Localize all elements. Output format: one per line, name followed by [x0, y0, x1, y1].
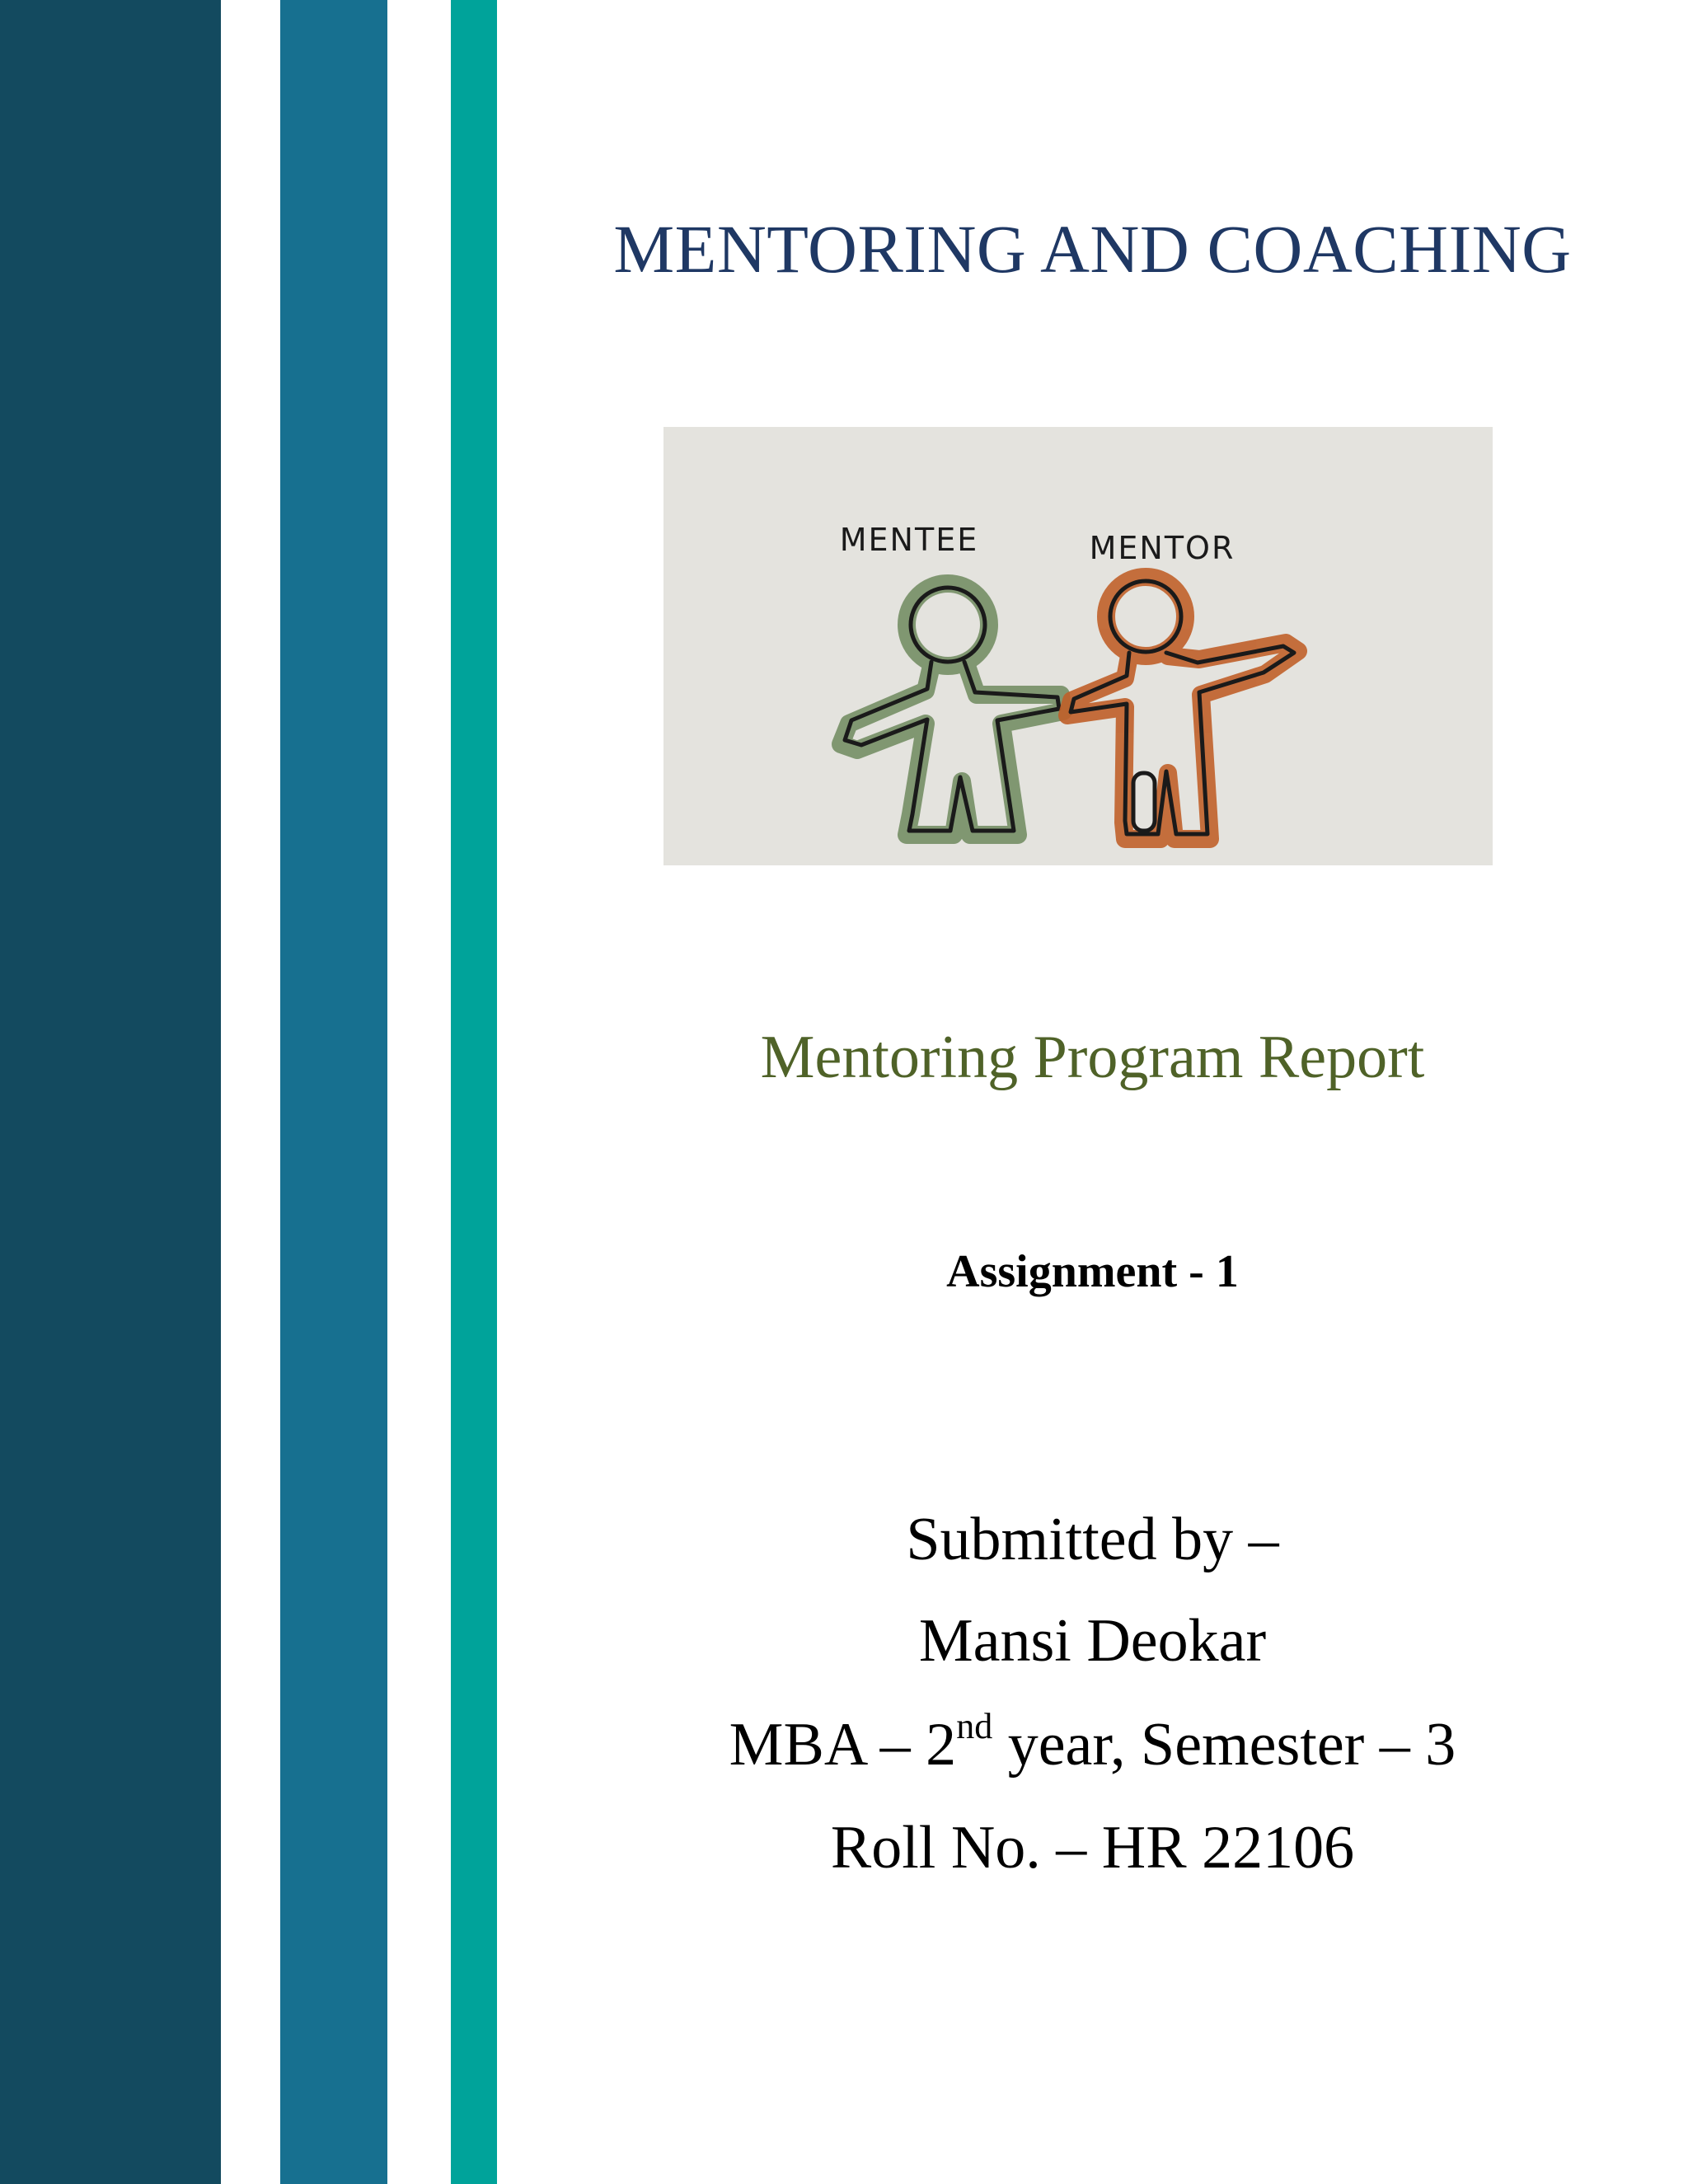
mentee-label: MENTEE — [839, 522, 979, 558]
mentor-figure-icon — [1067, 577, 1298, 839]
submitted-by-label: Submitted by – — [906, 1506, 1279, 1573]
decorative-stripe-mid — [280, 0, 387, 2184]
assignment-heading: Assignment - 1 — [946, 1246, 1239, 1297]
program-details — [497, 1708, 1688, 1782]
program-ordinal: nd — [956, 1706, 993, 1747]
page-title: MENTORING AND COACHING — [613, 211, 1572, 287]
cover-content — [497, 0, 1688, 2184]
decorative-stripe-dark — [0, 0, 221, 2184]
mentor-mentee-illustration — [663, 427, 1493, 865]
student-name: Mansi Deokar — [918, 1607, 1267, 1675]
report-title: Mentoring Program Report — [760, 1024, 1425, 1091]
roll-number: Roll No. – HR 22106 — [830, 1814, 1355, 1882]
decorative-stripe-teal — [451, 0, 497, 2184]
mentee-figure-icon — [841, 583, 1063, 835]
program-suffix: year, Semester – 3 — [992, 1711, 1456, 1779]
mentor-label: MENTOR — [1089, 530, 1236, 566]
program-prefix: MBA – 2 — [729, 1711, 957, 1779]
